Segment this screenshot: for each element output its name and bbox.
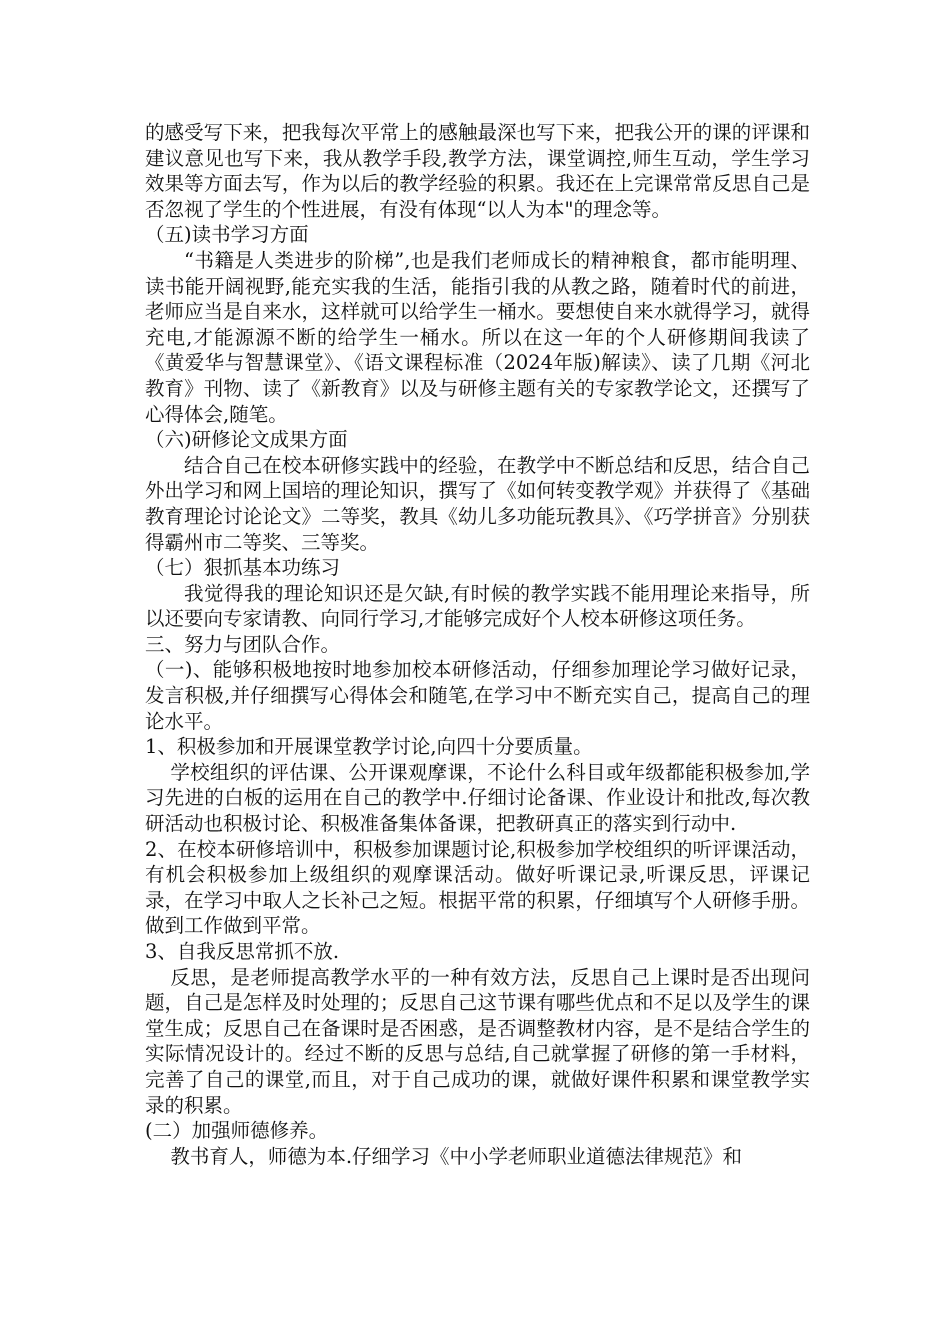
- list-item-classroom-discussion: 1、积极参加和开展课堂教学讨论,向四十分要质量。: [145, 735, 593, 759]
- paragraph-reflection-notes: 的感受写下来，把我每次平常上的感触最深也写下来，把我公开的课的评课和建议意见也写下来，我从教学手段,教学方法，课堂调控,师生互动，学生学习效果等方面去写，作为以后的教学经验的积累。我还在上完课常常反思自己是否忽视了学生的个性进展，有没有体现“以人为本"的理念等。: [145, 121, 810, 221]
- paragraph-teacher-ethics: 教书育人，师德为本.仔细学习《中小学老师职业道德法律规范》和: [170, 1144, 743, 1168]
- paragraph-research-papers: 结合自己在校本研修实践中的经验，在教学中不断总结和反思，结合自己外出学习和网上国培的理论知识，撰写了《如何转变教学观》并获得了《基础教育理论讨论论文》二等奖，教具《幼儿多功能玩教具》、《巧学拼音》分别获得霸州市二等奖、三等奖。: [145, 453, 810, 554]
- heading-teacher-ethics: (二）加强师德修养。: [145, 1119, 329, 1143]
- paragraph-reading-study: “书籍是人类进步的阶梯”,也是我们老师成长的精神粮食，都市能明理、读书能开阔视野,能充实我的生活，能指引我的从教之路，随着时代的前进，老师应当是自来水，这样就可以给学生一桶水。要想使自来水就得学习，就得充电,才能源源不断的给学生一桶水。所以在这一年的个人研修期间我读了《黄爱华与智慧课堂》、《语文课程标准（2024年版)解读》、读了几期《河北教育》刊物、读了《新教育》以及与研修主题有关的专家教学论文，还撰写了心得体会,随笔。: [145, 248, 810, 426]
- document-page: [145, 120, 810, 1169]
- paragraph-basic-skills: 我觉得我的理论知识还是欠缺,有时候的教学实践不能用理论来指导，所以还要向专家请教、向同行学习,才能够完成好个人校本研修这项任务。: [145, 581, 810, 631]
- paragraph-reflection-method: 反思，是老师提高教学水平的一种有效方法，反思自己上课时是否出现问题，自己是怎样及时处理的；反思自己这节课有哪些优点和不足以及学生的课堂生成；反思自己在备课时是否困惑，是否调整教材内容，是不是结合学生的实际情况设计的。经过不断的反思与总结,自己就掌握了研修的第一手材料，完善了自己的课堂,而且，对于自己成功的课，就做好课件积累和课堂教学实录的积累。: [145, 965, 810, 1117]
- list-item-self-reflection: 3、自我反思常抓不放.: [145, 940, 340, 963]
- paragraph-school-research-activities: （一)、能够积极地按时地参加校本研修活动，仔细参加理论学习做好记录，发言积极,并仔细撰写心得体会和随笔,在学习中不断充实自己，提高自己的理论水平。: [145, 658, 810, 733]
- paragraph-observation-lessons: 学校组织的评估课、公开课观摩课，不论什么科目或年级都能积极参加,学习先进的白板的运用在自己的教学中.仔细讨论备课、作业设计和批改,每次教研活动也积极讨论、积极准备集体备课，把教研真正的落实到行动中.: [145, 760, 810, 836]
- heading-basic-skills: （七）狠抓基本功练习: [145, 556, 341, 580]
- heading-research-papers: （六)研修论文成果方面: [145, 428, 348, 452]
- section-heading-teamwork: 三、努力与团队合作。: [145, 632, 341, 656]
- heading-reading-study: （五)读书学习方面: [145, 223, 309, 247]
- list-item-training: 2、在校本研修培训中，积极参加课题讨论,积极参加学校组织的听评课活动，有机会积极参加上级组织的观摩课活动。做好听课记录,听课反思，评课记录，在学习中取人之长补己之短。根据平常的积累，仔细填写个人研修手册。做到工作做到平常。: [145, 837, 810, 938]
